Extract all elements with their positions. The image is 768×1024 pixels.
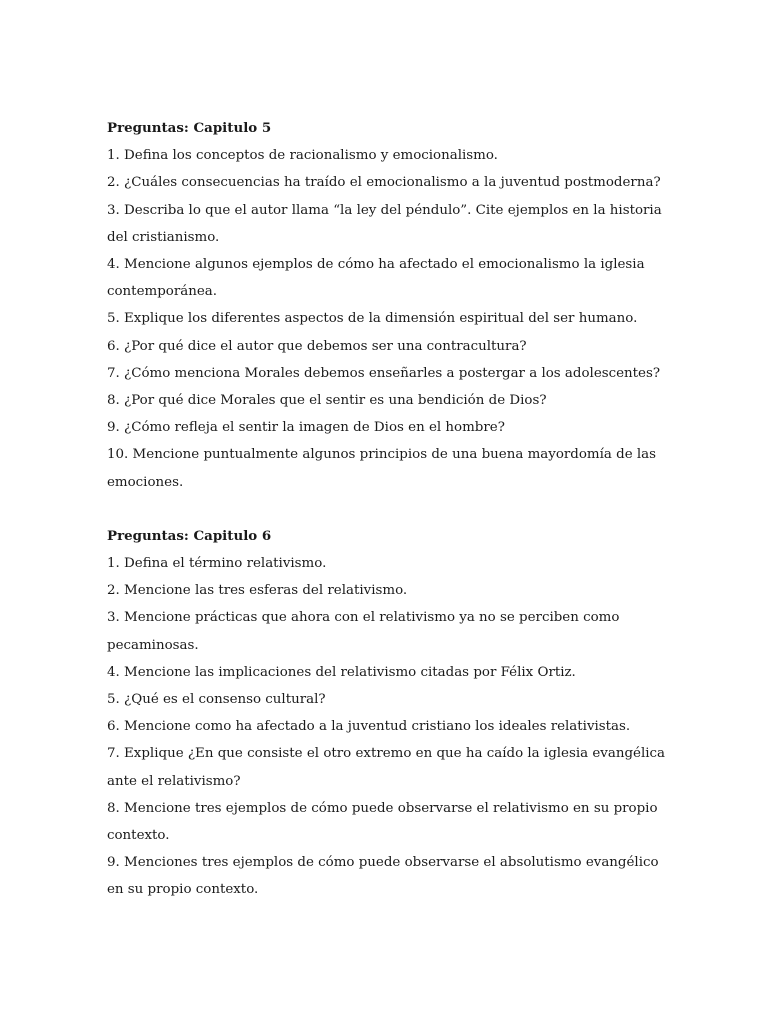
section-title: Preguntas: Capitulo 5 (107, 120, 272, 136)
question-item: 4. Mencione algunos ejemplos de cómo ha afectado el emocionalismo la iglesia contemporánea. (107, 257, 645, 300)
section-capitulo-6 (107, 523, 667, 904)
question-item: 1. Defina el término relativismo. (107, 556, 327, 572)
question-item: 6. ¿Por qué dice el autor que debemos ser una contracultura? (107, 338, 527, 354)
question-item: 6. Mencione como ha afectado a la juventud cristiano los ideales relativistas. (107, 719, 631, 735)
question-item: 5. Explique los diferentes aspectos de la dimensión espiritual del ser humano. (107, 311, 638, 327)
question-list (107, 550, 667, 904)
document-page (107, 115, 667, 904)
question-item: 8. ¿Por qué dice Morales que el sentir es una bendición de Dios? (107, 393, 547, 409)
question-item: 3. Describa lo que el autor llama “la ley del péndulo”. Cite ejemplos en la historia del cristianismo. (107, 202, 662, 245)
question-item: 1. Defina los conceptos de racionalismo y emocionalismo. (107, 148, 498, 164)
question-item: 2. ¿Cuáles consecuencias ha traído el emocionalismo a la juventud postmoderna? (107, 175, 661, 191)
question-item: 3. Mencione prácticas que ahora con el relativismo ya no se perciben como pecaminosas. (107, 610, 620, 653)
question-item: 9. ¿Cómo refleja el sentir la imagen de Dios en el hombre? (107, 420, 505, 436)
question-item: 9. Menciones tres ejemplos de cómo puede observarse el absolutismo evangélico en su propio contexto. (107, 855, 659, 898)
question-item: 4. Mencione las implicaciones del relativismo citadas por Félix Ortiz. (107, 664, 576, 680)
section-title: Preguntas: Capitulo 6 (107, 527, 272, 544)
question-item: 5. ¿Qué es el consenso cultural? (107, 692, 326, 708)
question-item: 7. Explique ¿En que consiste el otro extremo en que ha caído la iglesia evangélica ante el relativismo? (107, 746, 666, 789)
question-item: 7. ¿Cómo menciona Morales debemos enseñarles a postergar a los adolescentes? (107, 365, 661, 381)
question-item: 8. Mencione tres ejemplos de cómo puede observarse el relativismo en su propio contexto. (107, 800, 658, 844)
section-capitulo-5 (107, 115, 667, 496)
question-list (107, 142, 667, 496)
question-item: 10. Mencione puntualmente algunos principios de una buena mayordomía de las emociones. (107, 447, 657, 490)
question-item: 2. Mencione las tres esferas del relativismo. (107, 583, 408, 599)
